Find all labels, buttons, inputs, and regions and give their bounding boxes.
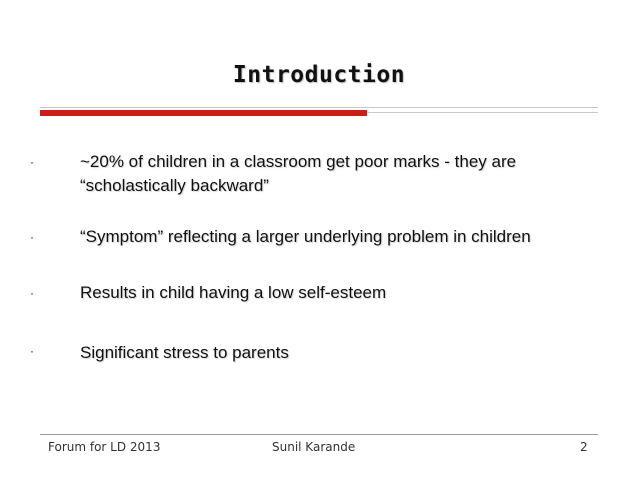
bullet-dot-icon: · xyxy=(30,344,34,358)
bullet-dot-icon: · xyxy=(30,230,34,244)
bullet-text: ~20% of children in a classroom get poor marks - they are “scholastically backward” xyxy=(80,152,517,195)
slide-title: Introduction xyxy=(232,62,406,88)
footer-rule xyxy=(40,434,598,435)
bullet-text: Results in child having a low self-esteem xyxy=(80,283,387,302)
footer-author: Sunil Karande xyxy=(272,440,356,454)
slide-number: 2 xyxy=(580,440,588,454)
footer-left-text: Forum for LD 2013 xyxy=(48,440,161,454)
bullet-text: Significant stress to parents xyxy=(80,343,289,362)
bullet-dot-icon: · xyxy=(30,286,34,300)
bullet-text: “Symptom” reflecting a larger underlying problem in children xyxy=(80,227,531,246)
bullet-dot-icon: · xyxy=(30,155,34,169)
